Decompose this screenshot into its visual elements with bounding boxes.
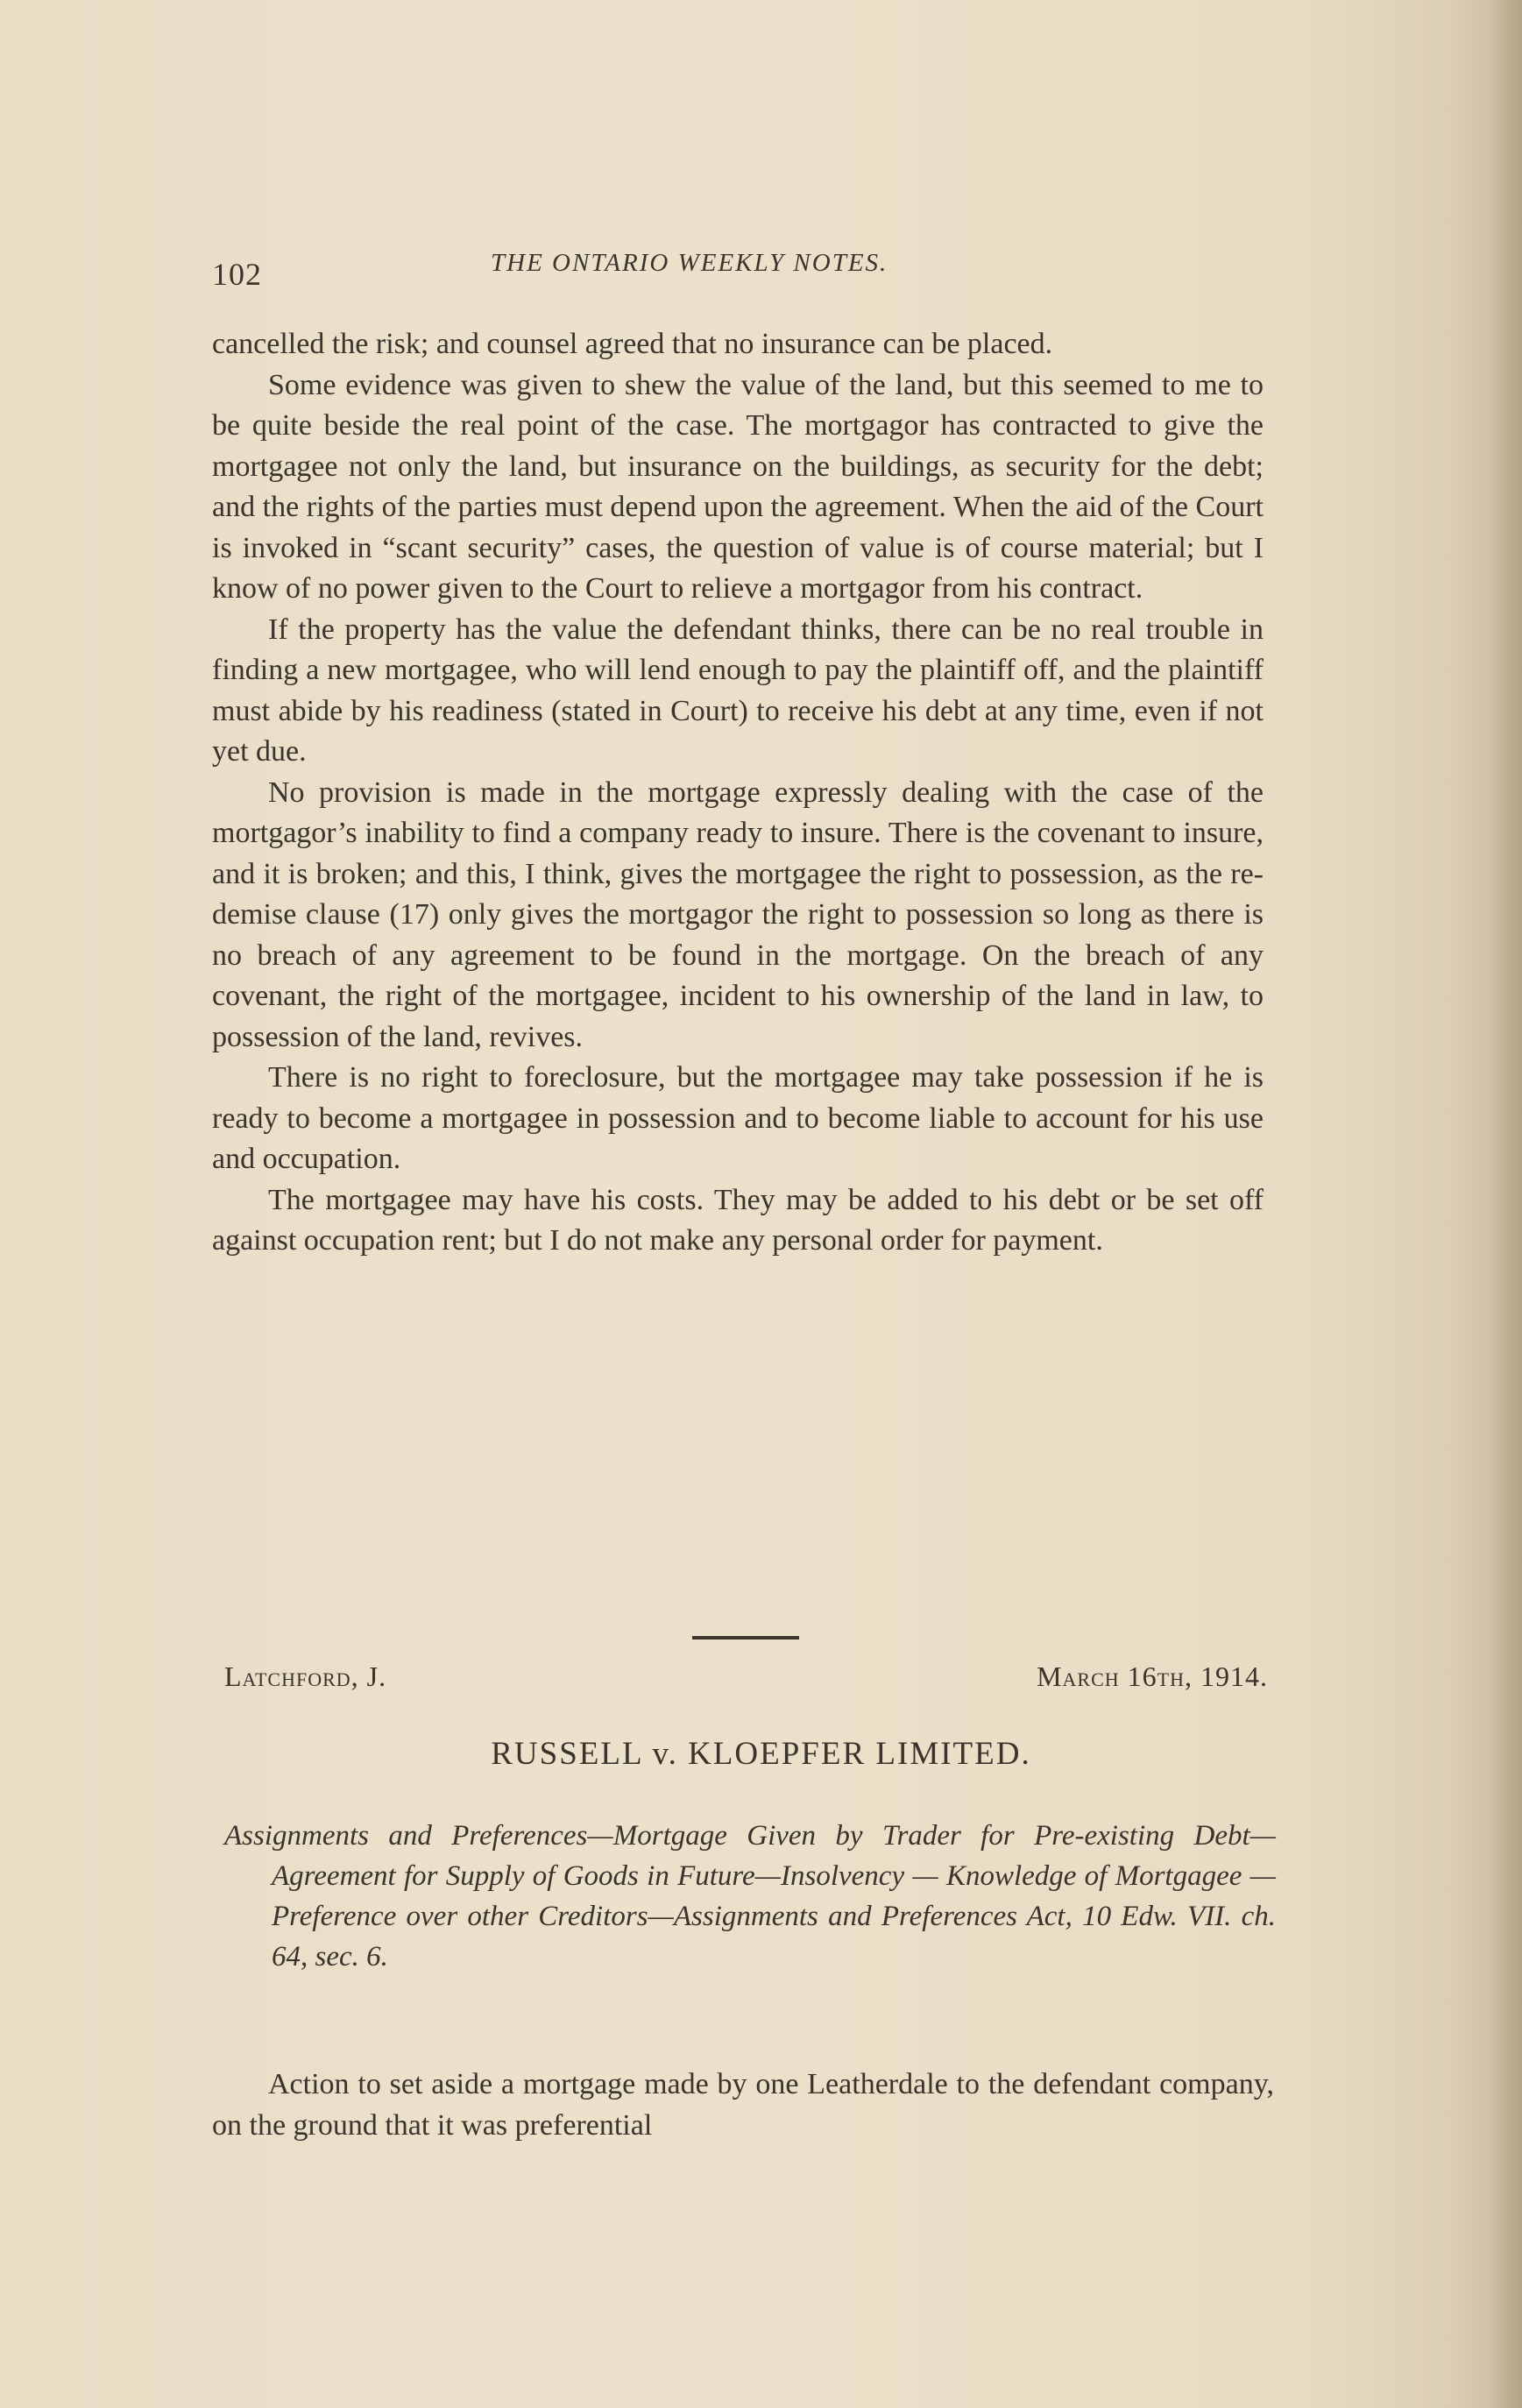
paragraph: The mortgagee may have his costs. They may be added to his debt or be set off against occupation rent; but I do not make any personal order for payment. (212, 1183, 1264, 1257)
judgment-body (212, 324, 1264, 1262)
paragraph: There is no right to foreclosure, but the mortgagee may take possession if he is ready to become a mortgagee in possession and to become liable to account for his use and occupation. (212, 1061, 1264, 1175)
paragraph: If the property has the value the defendant thinks, there can be no real trouble in finding a new mortgagee, who will lend enough to pay the plaintiff off, and the plaintiff must abide by his readiness (stated in Court) to receive his debt at any time, even if not yet due. (212, 613, 1264, 768)
running-head: THE ONTARIO WEEKLY NOTES. (491, 249, 888, 277)
judgment-date: March 16th, 1914. (1037, 1661, 1268, 1692)
judge-name: Latchford, J. (224, 1661, 387, 1692)
action-paragraph: Action to set aside a mortgage made by one Leatherdale to the defendant company, on the ground that it was preferential (212, 2068, 1274, 2142)
case-statement (212, 2064, 1274, 2146)
section-divider (692, 1636, 799, 1640)
case-title: RUSSELL v. KLOEPFER LIMITED. (491, 1736, 1031, 1772)
paragraph: No provision is made in the mortgage expressly dealing with the case of the mortgagor’s inability to find a company ready to insure. There is the covenant to insure, and it is broken; and this, I think, gives the mortgagee the right to possession, as the re-demise clause (17) only gives the mortgagor the right to possession so long as there is no breach of any agreement to be found in the mortgage. On the breach of any covenant, the right of the mortgagee, incident to his ownership of the land in law, to possession of the land, revives. (212, 776, 1264, 1053)
page-header (212, 245, 1272, 298)
page-number: 102 (212, 257, 262, 292)
case-headnote: Assignments and Preferences—Mortgage Given by Trader for Pre-existing Debt—Agreement for Supply of Goods in Future—Insolvency — Knowledge of Mortgagee — Preference over other Creditors—Assignments and Preferences Act, 10 Edw. VII. ch. 64, sec. 6. (224, 1820, 1276, 1972)
paragraph: cancelled the risk; and counsel agreed that no insurance can be placed. (212, 328, 1053, 360)
page-edge-shadow (1487, 0, 1522, 2408)
paragraph: Some evidence was given to shew the value of the land, but this seemed to me to be quite beside the real point of the case. The mortgagor has contracted to give the mortgagee not only the land, but insurance on the buildings, as security for the debt; and the rights of the parties must depend upon the agreement. When the aid of the Court is invoked in “scant security” cases, the question of value is of course material; but I know of no power given to the Court to relieve a mortgagor from his contract. (212, 368, 1264, 605)
